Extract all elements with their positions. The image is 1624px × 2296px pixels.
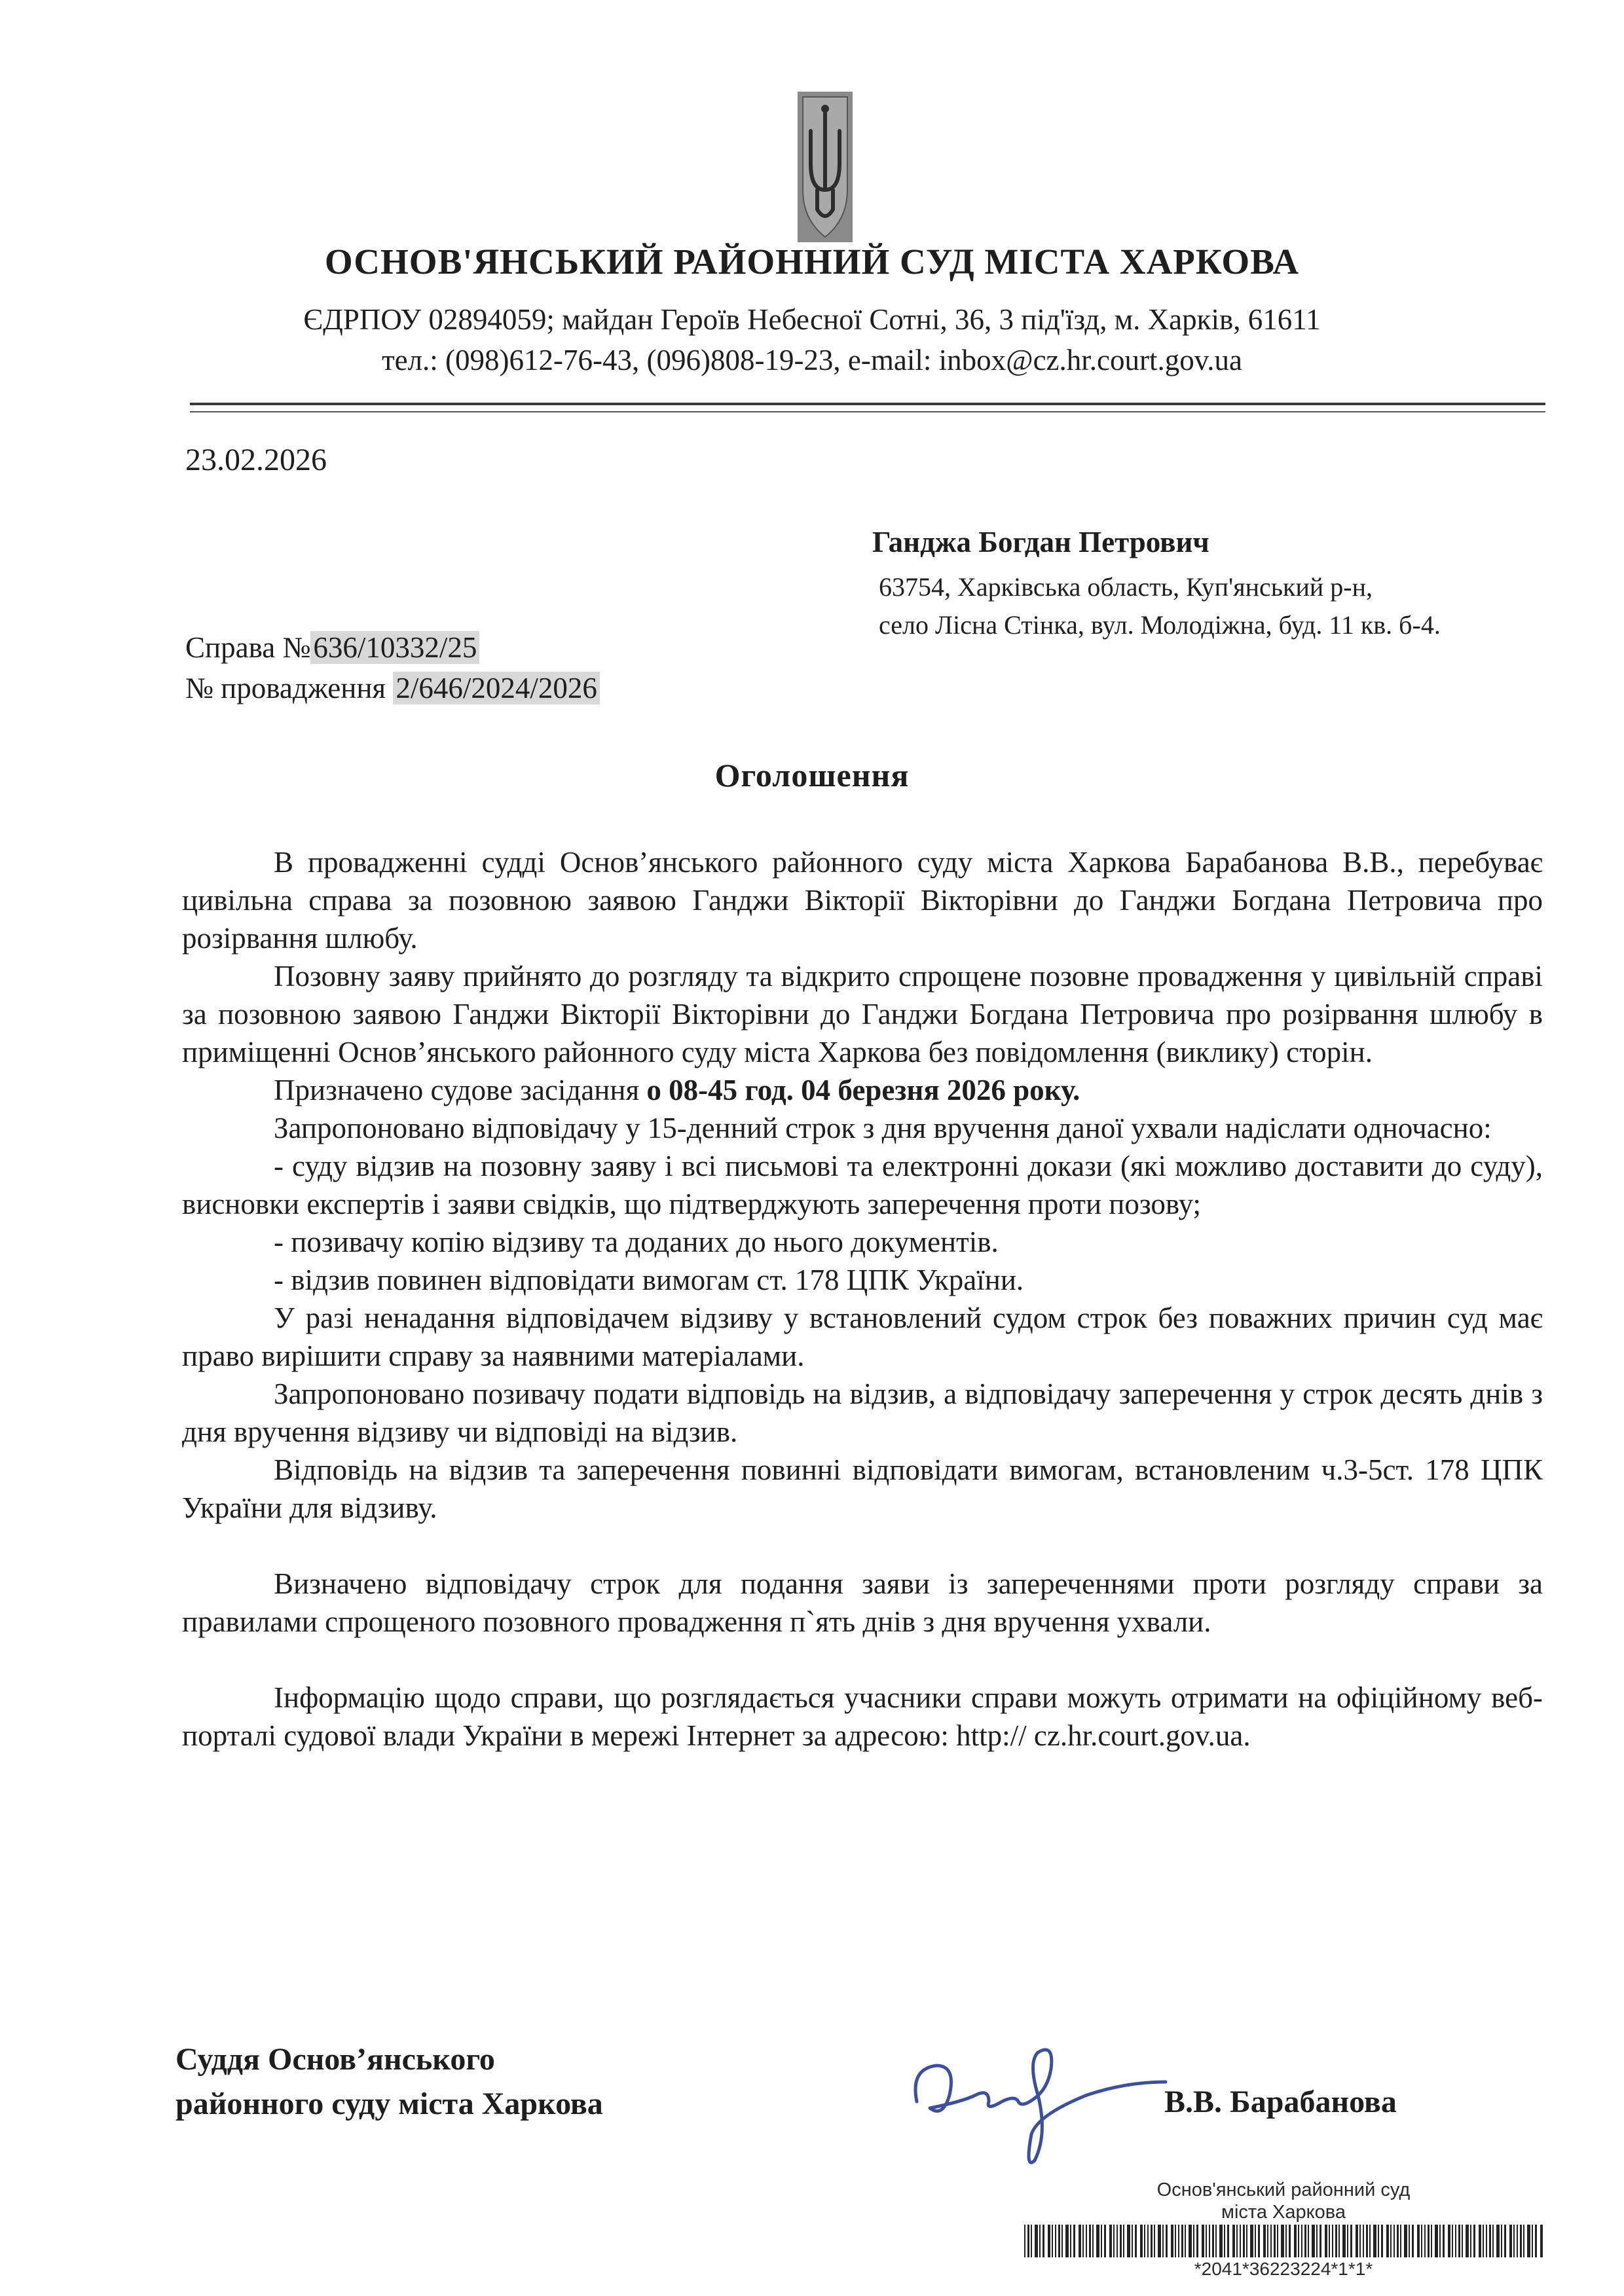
barcode-bar [1123, 2225, 1124, 2257]
barcode-bar [1250, 2225, 1253, 2257]
barcode-bar [1193, 2225, 1194, 2257]
body-paragraph: В провадженні судді Основ’янського районного суду міста Харкова Барабанова В.В., перебуває цивільна справа за позовною заявою Ганджи Вікторії Вікторівни до Ганджи Богдана Петровича про розірвання шлюбу. [182, 846, 1543, 955]
hearing-datetime: о 08-45 год. 04 березня 2026 року. [646, 1074, 1080, 1106]
barcode-bar [1120, 2225, 1122, 2257]
body-paragraph: Запропоновано відповідачу у 15-денний строк з дня вручення даної ухвали надіслати одночасно: [274, 1112, 1492, 1144]
barcode-bar [1470, 2225, 1471, 2257]
body-paragraph: Відповідь на відзив та заперечення повинні відповідати вимогам, встановленим ч.3-5ст. 178 ЦПК України для відзиву. [182, 1453, 1543, 1524]
barcode-bar [1393, 2225, 1395, 2257]
barcode-bar [1061, 2225, 1063, 2257]
body-paragraph: Інформацію щодо справи, що розглядається учасники справи можуть отримати на офіційному веб-порталі судової влади України в мережі Інтернет за адресою: http:// cz.hr.court.gov.ua. [182, 1681, 1543, 1752]
barcode-bar [1535, 2225, 1537, 2257]
barcode-bar [1404, 2225, 1407, 2257]
body-paragraph: - суду відзив на позовну заяву і всі письмові та електронні докази (які можливо доставити до суду), висновки експертів і заяви свідків, що підтверджують заперечення проти позову; [182, 1150, 1543, 1220]
court-name: ОСНОВ'ЯНСЬКИЙ РАЙОННИЙ СУД МІСТА ХАРКОВА [324, 242, 1300, 282]
barcode-bar [1079, 2225, 1081, 2257]
barcode-bar [1171, 2225, 1173, 2257]
barcode-bar [1390, 2225, 1392, 2257]
barcode-bar [1486, 2225, 1487, 2257]
barcode-bar [1246, 2225, 1247, 2257]
barcode-bar [1386, 2225, 1389, 2257]
barcode-bar [1236, 2225, 1238, 2257]
barcode-bar [1363, 2225, 1364, 2257]
barcode-bar [1332, 2225, 1333, 2257]
barcode-bar [1096, 2225, 1099, 2257]
barcode [1022, 2225, 1545, 2257]
barcode-number: *2041*36223224*1*1* [1194, 2259, 1373, 2279]
barcode-bar [1135, 2225, 1137, 2257]
judge-title [175, 2037, 603, 2126]
barcode-bar [1052, 2225, 1053, 2257]
barcode-bar [1335, 2225, 1337, 2257]
barcode-bar [1189, 2225, 1192, 2257]
barcode-bar [1435, 2225, 1438, 2257]
barcode-bar [1455, 2225, 1456, 2257]
barcode-bar [1338, 2225, 1340, 2257]
barcode-bar [1304, 2225, 1306, 2257]
barcode-bar [1116, 2225, 1118, 2257]
addressee-address-line: 63754, Харківська область, Куп'янський р-н, [879, 572, 1373, 602]
barcode-bar [1347, 2225, 1348, 2257]
barcode-bar [1285, 2225, 1287, 2257]
barcode-bar [1082, 2225, 1084, 2257]
body-paragraph: Визначено відповідачу строк для подання заяви із запереченнями проти розгляду справи за правилами спрощеного позовного провадження п`ять днів з дня вручення ухвали. [182, 1567, 1543, 1638]
barcode-bar [1035, 2225, 1038, 2257]
barcode-bar [1196, 2225, 1198, 2257]
barcode-bar [1325, 2225, 1327, 2257]
barcode-bar [1473, 2225, 1475, 2257]
barcode-bar [1281, 2225, 1284, 2257]
judge-name: В.В. Барабанова [1164, 2085, 1397, 2119]
document-date: 23.02.2026 [185, 443, 327, 477]
barcode-bar [1101, 2225, 1102, 2257]
barcode-bar [1417, 2225, 1420, 2257]
proceeding-number: 2/646/2024/2026 [393, 672, 600, 704]
signature-icon [891, 2003, 1179, 2174]
barcode-bar [1489, 2225, 1491, 2257]
document-body [182, 843, 1543, 1755]
barcode-bar [1202, 2225, 1204, 2257]
case-number: 636/10332/25 [310, 631, 479, 664]
barcode-bar [1255, 2225, 1256, 2257]
barcode-bar [1428, 2225, 1430, 2257]
barcode-bar [1517, 2225, 1518, 2257]
hearing-text: Призначено судове засідання [274, 1074, 647, 1106]
barcode-bar [1274, 2225, 1276, 2257]
barcode-bar [1127, 2225, 1130, 2257]
barcode-bar [1350, 2225, 1352, 2257]
barcode-bar [1443, 2225, 1445, 2257]
header-divider [190, 403, 1545, 405]
barcode-bar [1504, 2225, 1506, 2257]
judge-title-line: районного суду міста Харкова [175, 2086, 603, 2121]
barcode-bar [1359, 2225, 1361, 2257]
barcode-bar [1270, 2225, 1272, 2257]
barcode-bar [1496, 2225, 1500, 2257]
barcode-bar [1263, 2225, 1266, 2257]
barcode-bar [1024, 2225, 1025, 2257]
barcode-bar [1178, 2225, 1179, 2257]
barcode-bar [1301, 2225, 1302, 2257]
barcode-bar [1483, 2225, 1484, 2257]
barcode-bar [1448, 2225, 1450, 2257]
barcode-bar [1058, 2225, 1060, 2257]
proceeding-number-row [185, 668, 600, 708]
barcode-bar [1132, 2225, 1133, 2257]
barcode-bar [1166, 2225, 1168, 2257]
barcode-bar [1154, 2225, 1155, 2257]
addressee-name: Ганджа Богдан Петрович [872, 526, 1209, 558]
barcode-bar [1289, 2225, 1291, 2257]
stamp-line: Основ'янський районний суд [1156, 2179, 1411, 2200]
barcode-bar [1140, 2225, 1143, 2257]
barcode-bar [1027, 2225, 1029, 2257]
barcode-bar [1312, 2225, 1315, 2257]
body-paragraph: - відзив повинен відповідати вимогам ст. 178 ЦПК України. [274, 1264, 1024, 1296]
coat-of-arms-icon [798, 92, 853, 242]
barcode-bar [1113, 2225, 1115, 2257]
case-label: Справа № [185, 631, 311, 664]
judge-title-line: Суддя Основ’янського [175, 2042, 495, 2077]
barcode-bar [1452, 2225, 1453, 2257]
barcode-bar [1267, 2225, 1268, 2257]
barcode-bar [1527, 2225, 1530, 2257]
barcode-bar [1209, 2225, 1210, 2257]
barcode-bar [1181, 2225, 1183, 2257]
barcode-bar [1356, 2225, 1358, 2257]
barcode-bar [1540, 2225, 1543, 2257]
barcode-bar [1092, 2225, 1094, 2257]
barcode-bar [1240, 2225, 1241, 2257]
barcode-bar [1258, 2225, 1260, 2257]
barcode-bar [1466, 2225, 1469, 2257]
barcode-bar [1412, 2225, 1414, 2257]
barcode-bar [1509, 2225, 1512, 2257]
barcode-bar [1227, 2225, 1229, 2257]
barcode-bar [1523, 2225, 1524, 2257]
barcode-bar [1070, 2225, 1071, 2257]
addressee-address-line: село Лісна Стінка, вул. Молодіжна, буд. 11 кв. б-4. [879, 610, 1441, 640]
court-requisites: ЄДРПОУ 02894059; майдан Героїв Небесної Сотні, 36, 3 під'їзд, м. Харків, 61611 [303, 303, 1321, 336]
barcode-bar [1439, 2225, 1441, 2257]
barcode-bar [1086, 2225, 1087, 2257]
addressee-block [868, 525, 1441, 644]
barcode-bar [1378, 2225, 1379, 2257]
barcode-bar [1232, 2225, 1235, 2257]
document-title: Оголошення [714, 757, 910, 793]
barcode-bar [1073, 2225, 1075, 2257]
barcode-bar [1369, 2225, 1371, 2257]
barcode-bar [1479, 2225, 1481, 2257]
barcode-bar [1043, 2225, 1044, 2257]
body-paragraph: Запропоновано позивачу подати відповідь на відзив, а відповідачу заперечення у строк десять днів з дня вручення відзиву чи відповіді на відзив. [182, 1377, 1543, 1448]
barcode-bar [1501, 2225, 1502, 2257]
barcode-bar [1431, 2225, 1432, 2257]
barcode-bar [1400, 2225, 1401, 2257]
barcode-bar [1320, 2225, 1321, 2257]
barcode-bar [1294, 2225, 1297, 2257]
barcode-bar [1185, 2225, 1186, 2257]
barcode-bar [1212, 2225, 1214, 2257]
case-info [185, 627, 600, 708]
barcode-bar [1409, 2225, 1410, 2257]
barcode-bar [1308, 2225, 1309, 2257]
barcode-bar [1298, 2225, 1299, 2257]
barcode-bar [1462, 2225, 1463, 2257]
barcode-bar [1329, 2225, 1330, 2257]
barcode-bar [1243, 2225, 1245, 2257]
barcode-bar [1039, 2225, 1041, 2257]
barcode-bar [1366, 2225, 1368, 2257]
proceeding-label: № провадження [185, 672, 394, 704]
body-paragraph: У разі ненадання відповідачем відзиву у встановлений судом строк без поважних причин суд має право вирішити справу за наявними матеріалами. [182, 1302, 1543, 1372]
barcode-bar [1424, 2225, 1426, 2257]
body-paragraph: Позовну заяву прийнято до розгляду та відкрито спрощене позовне провадження у цивільній справі за позовною заявою Ганджи Вікторії Вікторівни до Ганджи Богдана Петровича про розірвання шлюбу в приміщенні Основ’янського районного суду міста Харкова без повідомлення (виклику) сторін. [182, 960, 1543, 1068]
barcode-bar [1109, 2225, 1112, 2257]
case-number-row [185, 627, 600, 668]
barcode-bar [1532, 2225, 1533, 2257]
court-contacts: тел.: (098)612-76-43, (096)808-19-23, e-mail: inbox@cz.hr.court.gov.ua [381, 344, 1243, 376]
barcode-bar [1513, 2225, 1515, 2257]
barcode-bar [1175, 2225, 1176, 2257]
barcode-bar [1224, 2225, 1225, 2257]
court-stamp [1048, 2179, 1519, 2223]
barcode-bar [1215, 2225, 1217, 2257]
barcode-bar [1458, 2225, 1460, 2257]
body-paragraph: - позивачу копію відзиву та доданих до нього документів. [274, 1226, 999, 1258]
header-divider-thin [190, 411, 1545, 412]
barcode-bar [1158, 2225, 1161, 2257]
barcode-bar [1316, 2225, 1318, 2257]
barcode-bar [1151, 2225, 1153, 2257]
barcode-bar [1162, 2225, 1164, 2257]
barcode-bar [1421, 2225, 1422, 2257]
barcode-bar [1031, 2225, 1032, 2257]
barcode-bar [1104, 2225, 1106, 2257]
barcode-bar [1277, 2225, 1278, 2257]
hearing-paragraph [182, 1071, 1543, 1109]
barcode-bar [1147, 2225, 1149, 2257]
barcode-bar [1065, 2225, 1069, 2257]
barcode-bar [1144, 2225, 1145, 2257]
barcode-bar [1492, 2225, 1494, 2257]
barcode-bar [1089, 2225, 1091, 2257]
barcode-bar [1520, 2225, 1522, 2257]
barcode-bar [1206, 2225, 1207, 2257]
barcode-bar [1373, 2225, 1376, 2257]
barcode-bar [1219, 2225, 1223, 2257]
stamp-line: міста Харкова [1221, 2202, 1346, 2223]
barcode-bar [1381, 2225, 1383, 2257]
barcode-bar [1397, 2225, 1399, 2257]
barcode-bar [1055, 2225, 1056, 2257]
barcode-bar [1048, 2225, 1050, 2257]
barcode-bar [1342, 2225, 1346, 2257]
